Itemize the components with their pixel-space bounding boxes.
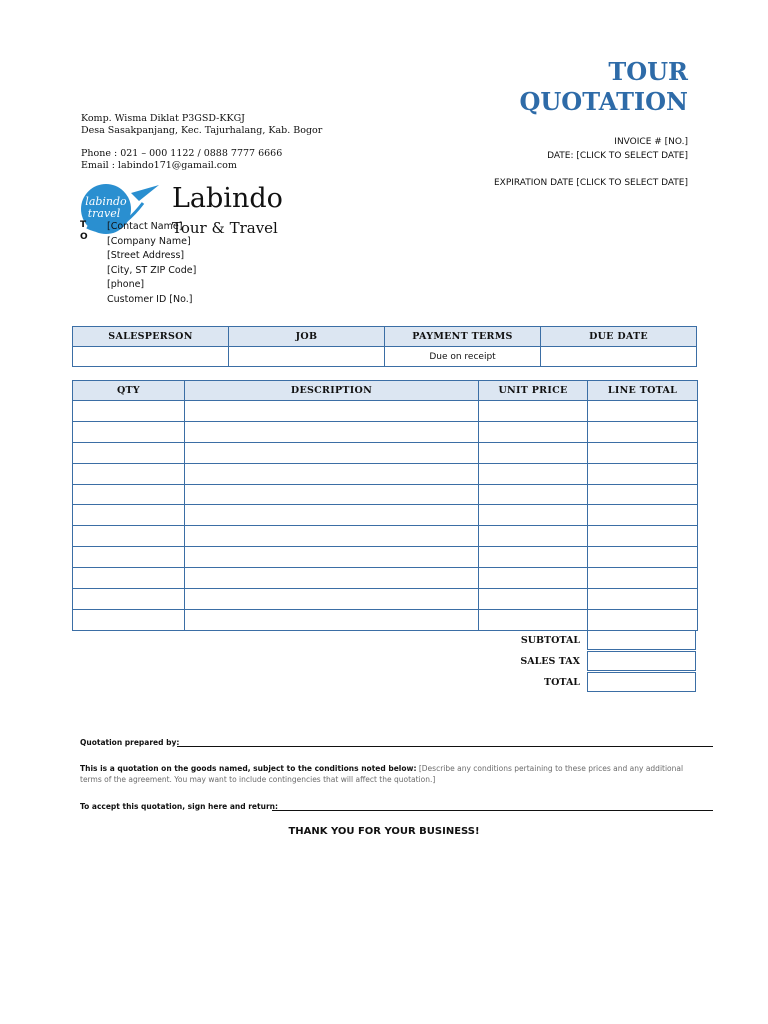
- cell-line-total[interactable]: [588, 421, 698, 442]
- customer-id[interactable]: Customer ID [No.]: [107, 293, 193, 305]
- phone-text: Phone : 021 – 000 1122 / 0888 7777 6666: [81, 148, 283, 159]
- document-title-line2: QUOTATION: [519, 87, 688, 116]
- address-line1: Komp. Wisma Diklat P3GSD-KKGJ: [81, 113, 245, 124]
- table-row: [73, 609, 698, 630]
- header-job: JOB: [229, 327, 385, 347]
- to-label-t: T: [80, 220, 87, 230]
- address-line2: Desa Sasakpanjang, Kec. Tajurhalang, Kab. Bogor: [81, 125, 323, 136]
- table-row: [73, 463, 698, 484]
- cell-description[interactable]: [185, 547, 479, 568]
- cell-unit-price[interactable]: [479, 526, 588, 547]
- table-row: [73, 421, 698, 442]
- subtotal-label: SUBTOTAL: [520, 635, 580, 646]
- header-line-total: LINE TOTAL: [588, 381, 698, 401]
- city-state-zip[interactable]: [City, ST ZIP Code]: [107, 264, 197, 276]
- table-row: [73, 505, 698, 526]
- accept-label: To accept this quotation, sign here and return:: [80, 802, 278, 811]
- phone-field[interactable]: [phone]: [107, 279, 145, 291]
- cell-job[interactable]: [229, 347, 385, 367]
- subtotal-value[interactable]: [587, 630, 696, 650]
- cell-unit-price[interactable]: [479, 589, 588, 610]
- conditions-text: [80, 763, 710, 785]
- cell-line-total[interactable]: [588, 609, 698, 630]
- cell-description[interactable]: [185, 421, 479, 442]
- cell-description[interactable]: [185, 484, 479, 505]
- logo-name: Labindo: [172, 183, 283, 214]
- table-row: [73, 568, 698, 589]
- cell-unit-price[interactable]: [479, 421, 588, 442]
- signature-line[interactable]: [272, 810, 713, 811]
- sales-tax-label: SALES TAX: [520, 656, 580, 667]
- logo-badge-line1: labindo: [85, 195, 127, 208]
- cell-unit-price[interactable]: [479, 609, 588, 630]
- cell-line-total[interactable]: [588, 547, 698, 568]
- cell-qty[interactable]: [73, 442, 185, 463]
- table-row: [73, 526, 698, 547]
- cell-line-total[interactable]: [588, 463, 698, 484]
- cell-line-total[interactable]: [588, 589, 698, 610]
- logo-tagline: Tour & Travel: [172, 219, 278, 237]
- to-label-o: O: [80, 232, 88, 242]
- sales-info-table: [72, 326, 697, 367]
- cell-description[interactable]: [185, 401, 479, 422]
- table-row: [73, 547, 698, 568]
- cell-unit-price[interactable]: [479, 568, 588, 589]
- cell-line-total[interactable]: [588, 442, 698, 463]
- conditions-bold: This is a quotation on the goods named, subject to the conditions noted below:: [80, 764, 417, 773]
- conditions-placeholder[interactable]: [Describe any conditions pertaining to these prices and any additional: [418, 764, 684, 773]
- cell-description[interactable]: [185, 505, 479, 526]
- cell-unit-price[interactable]: [479, 484, 588, 505]
- cell-qty[interactable]: [73, 401, 185, 422]
- cell-line-total[interactable]: [588, 505, 698, 526]
- cell-description[interactable]: [185, 568, 479, 589]
- cell-qty[interactable]: [73, 484, 185, 505]
- table-row: [73, 442, 698, 463]
- header-unit-price: UNIT PRICE: [479, 381, 588, 401]
- cell-qty[interactable]: [73, 589, 185, 610]
- cell-due-date[interactable]: [541, 347, 697, 367]
- cell-unit-price[interactable]: [479, 463, 588, 484]
- item-rows: [73, 401, 698, 631]
- cell-unit-price[interactable]: [479, 547, 588, 568]
- cell-salesperson[interactable]: [73, 347, 229, 367]
- cell-description[interactable]: [185, 463, 479, 484]
- cell-payment-terms[interactable]: Due on receipt: [385, 347, 541, 367]
- cell-qty[interactable]: [73, 463, 185, 484]
- cell-qty[interactable]: [73, 547, 185, 568]
- logo-badge-line2: travel: [87, 207, 121, 220]
- contact-name[interactable]: [Contact Name]: [107, 221, 183, 232]
- header-payment-terms: PAYMENT TERMS: [385, 327, 541, 347]
- cell-line-total[interactable]: [588, 526, 698, 547]
- cell-unit-price[interactable]: [479, 442, 588, 463]
- cell-description[interactable]: [185, 589, 479, 610]
- cell-qty[interactable]: [73, 421, 185, 442]
- document-title-line1: TOUR: [608, 57, 688, 86]
- header-due-date: DUE DATE: [541, 327, 697, 347]
- header-salesperson: SALESPERSON: [73, 327, 229, 347]
- cell-qty[interactable]: [73, 568, 185, 589]
- table-row: [73, 484, 698, 505]
- header-description: DESCRIPTION: [185, 381, 479, 401]
- cell-line-total[interactable]: [588, 401, 698, 422]
- conditions-placeholder-2[interactable]: terms of the agreement. You may want to include contingencies that will affect the quotation.]: [80, 775, 436, 784]
- cell-qty[interactable]: [73, 609, 185, 630]
- table-row: [73, 401, 698, 422]
- expiration-date-field[interactable]: EXPIRATION DATE [CLICK TO SELECT DATE]: [493, 178, 688, 188]
- to-label: [80, 219, 88, 243]
- cell-line-total[interactable]: [588, 568, 698, 589]
- line-items-table: [72, 380, 698, 631]
- cell-unit-price[interactable]: [479, 505, 588, 526]
- cell-description[interactable]: [185, 526, 479, 547]
- cell-description[interactable]: [185, 442, 479, 463]
- prepared-by-line[interactable]: [177, 746, 713, 747]
- thank-you-text: THANK YOU FOR YOUR BUSINESS!: [288, 826, 480, 837]
- street-address[interactable]: [Street Address]: [107, 250, 185, 262]
- company-name[interactable]: [Company Name]: [107, 235, 191, 247]
- sales-tax-value[interactable]: [587, 651, 696, 671]
- prepared-by-label: Quotation prepared by:: [80, 738, 180, 747]
- total-label: TOTAL: [544, 677, 580, 688]
- date-field[interactable]: DATE: [CLICK TO SELECT DATE]: [547, 151, 688, 161]
- table-row: [73, 589, 698, 610]
- email-text: Email : labindo171@gamail.com: [81, 160, 237, 171]
- cell-line-total[interactable]: [588, 484, 698, 505]
- header-qty: QTY: [73, 381, 185, 401]
- invoice-number[interactable]: INVOICE # [NO.]: [614, 137, 688, 147]
- cell-unit-price[interactable]: [479, 401, 588, 422]
- cell-qty[interactable]: [73, 505, 185, 526]
- total-value[interactable]: [587, 672, 696, 692]
- cell-description[interactable]: [185, 609, 479, 630]
- cell-qty[interactable]: [73, 526, 185, 547]
